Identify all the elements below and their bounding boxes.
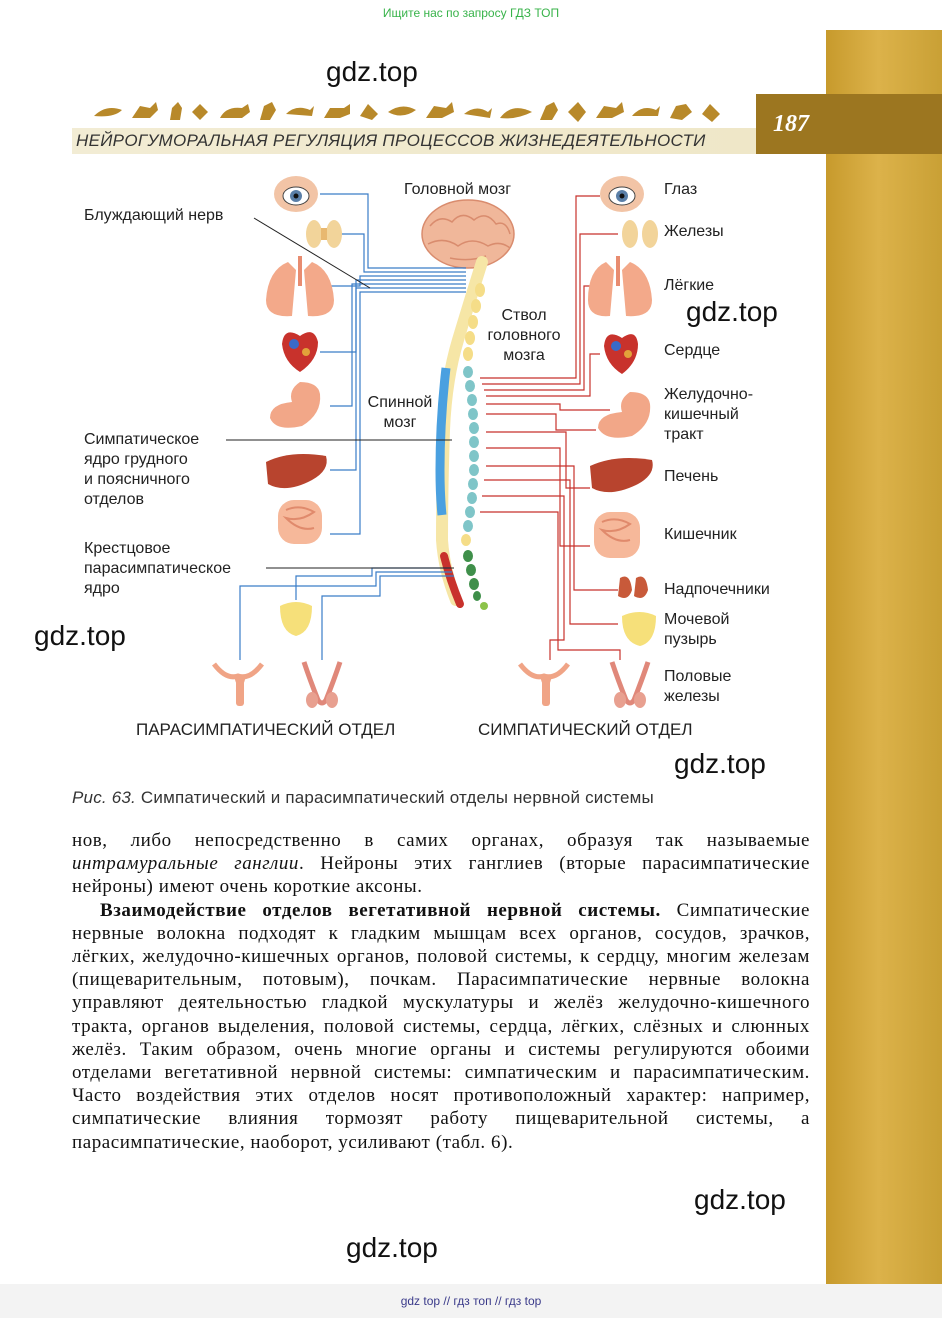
label-sympathetic-division: СИМПАТИЧЕСКИЙ ОТДЕЛ — [478, 720, 693, 739]
stomach-icon — [598, 392, 650, 438]
liver-icon — [590, 458, 653, 492]
sacral-ganglia — [463, 550, 481, 601]
label-vagus-nerve: Блуждающий нерв — [84, 207, 224, 224]
label-sacral-nucleus-1: Крестцовое — [84, 540, 171, 557]
adrenal-icon — [618, 577, 648, 599]
label-sympathetic-nucleus-1: Симпатическое — [84, 431, 200, 448]
right-organs — [520, 176, 658, 708]
liver-icon — [266, 454, 327, 488]
watermark: gdz.top — [674, 748, 766, 779]
watermark: gdz.top — [346, 1232, 438, 1263]
p2-text: Симпатические нервные волокна подходят к гладким мышцам всех органов, сосудов, зрачков, лёгких, желудочно-кишечных органов, половой системы, к сердцу, многим железам (пищеварительным, потовым), почкам. Парасимпатические нервные волокна управляют деятельностью гладкой мускулатуры и желёз желудочно-кишечного тракта, органов выделения, половой системы, сердца, лёгких, слёзных и слюнных желёз. Таким образом, очень многие органы и системы регулируются обоими отделами вегетативной нервной системы: симпатическим и парасимпатическим. Часто воздействия этих отделов носят противоположный характер: например, симпатические влияния тормозят работу пищеварительной системы, а парасимпатические, наоборот, усиливают (табл. 6). — [72, 899, 810, 1153]
watermark: gdz.top — [34, 620, 126, 651]
intestine-icon — [594, 512, 640, 558]
label-gi-2: кишечный — [664, 406, 739, 423]
glands-icon — [622, 220, 658, 248]
stomach-icon — [270, 382, 320, 428]
label-bladder-1: Мочевой — [664, 611, 730, 628]
left-organs — [214, 176, 342, 708]
uterus-icon — [214, 664, 262, 706]
label-brainstem-2: головного — [487, 327, 561, 344]
bladder-icon — [280, 602, 312, 636]
label-gonads-1: Половые — [664, 668, 732, 685]
eye-icon — [600, 176, 644, 212]
watermark: gdz.top — [686, 296, 778, 327]
label-sacral-nucleus-3: ядро — [84, 580, 120, 597]
bladder-icon — [622, 612, 656, 646]
label-glands: Железы — [664, 223, 724, 240]
label-intestine: Кишечник — [664, 526, 737, 543]
heart-icon — [282, 332, 318, 372]
label-adrenals: Надпочечники — [664, 581, 770, 598]
label-gi-3: тракт — [664, 426, 704, 443]
sympathetic-ganglia — [463, 366, 479, 532]
label-sympathetic-nucleus-3: и поясничного — [84, 471, 190, 488]
lungs-icon — [588, 256, 652, 316]
intestine-icon — [278, 500, 322, 544]
lungs-icon — [266, 256, 334, 316]
top-search-hint[interactable]: Ищите нас по запросу ГДЗ ТОП — [382, 6, 560, 20]
label-bladder-2: пузырь — [664, 631, 717, 648]
brain-illustration — [422, 200, 514, 268]
uterus-icon — [520, 664, 568, 706]
label-eye: Глаз — [664, 181, 698, 198]
page-number: 187 — [756, 94, 826, 154]
label-brain: Головной мозг — [404, 181, 512, 198]
body-text — [72, 829, 810, 1154]
figure-caption — [72, 788, 654, 808]
label-spinal-cord-1: Спинной — [367, 394, 433, 411]
p1-text-a: нов, либо непосредственно в самих органах, образуя так называемые — [72, 830, 810, 851]
heart-icon — [604, 334, 638, 374]
label-heart: Сердце — [664, 342, 721, 359]
section-title: НЕЙРОГУМОРАЛЬНАЯ РЕГУЛЯЦИЯ ПРОЦЕССОВ ЖИЗНЕДЕЯТЕЛЬНОСТИ — [76, 131, 706, 150]
label-gonads-2: железы — [664, 688, 720, 705]
male-gonads-icon — [612, 662, 648, 708]
p2-heading: Взаимодействие отделов вегетативной нервной системы. — [100, 899, 661, 921]
label-gi-1: Желудочно- — [664, 386, 754, 403]
label-sacral-nucleus-2: парасимпатическое — [84, 560, 231, 577]
label-spinal-cord-2: мозг — [383, 414, 417, 431]
label-sympathetic-nucleus-2: ядро грудного — [84, 451, 188, 468]
p1-text-b: . Нейроны этих ганглиев (вторые парасимпатические нейроны) имеют очень короткие аксоны. — [72, 853, 810, 898]
paragraph-2 — [72, 899, 810, 1154]
label-sympathetic-nucleus-4: отделов — [84, 491, 144, 508]
glands-icon — [306, 220, 342, 248]
watermark: gdz.top — [694, 1184, 786, 1215]
label-brainstem-3: мозга — [503, 347, 545, 364]
caption-text: Симпатический и парасимпатический отделы нервной системы — [140, 788, 654, 807]
label-liver: Печень — [664, 468, 719, 485]
caption-prefix: Рис. 63. — [72, 788, 136, 807]
paragraph-1 — [72, 829, 810, 899]
p1-italic-term: интрамуральные ганглии — [72, 853, 299, 875]
eye-icon — [274, 176, 318, 212]
label-lungs: Лёгкие — [664, 277, 715, 294]
footer-links[interactable]: gdz top // гдз топ // гдз top — [400, 1294, 542, 1308]
label-parasympathetic-division: ПАРАСИМПАТИЧЕСКИЙ ОТДЕЛ — [136, 720, 396, 739]
label-brainstem-1: Ствол — [501, 307, 547, 324]
watermark: gdz.top — [326, 56, 418, 87]
male-gonads-icon — [304, 662, 340, 708]
